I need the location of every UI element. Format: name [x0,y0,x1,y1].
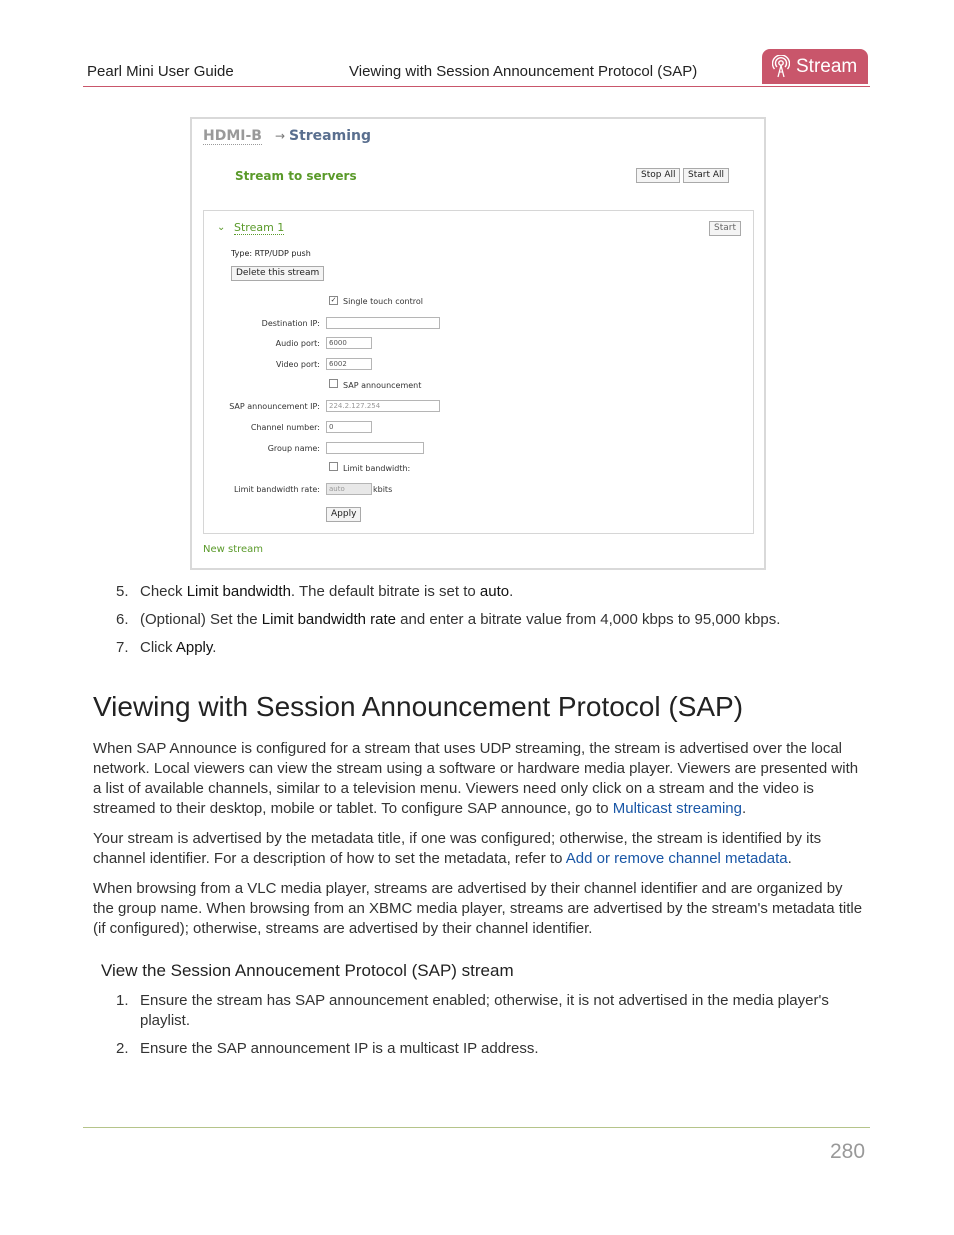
apply-button[interactable]: Apply [326,507,361,522]
stream-type-label: Type: RTP/UDP push [231,249,311,258]
step-text: Ensure the stream has SAP announcement enabled; otherwise, it is not advertised in the media player's playlist. [140,992,829,1029]
single-touch-checkbox[interactable]: ✓ [330,296,337,304]
paragraph-text: . [741,800,747,817]
guide-title: Pearl Mini User Guide [87,63,234,80]
running-section-title: Viewing with Session Announcement Protocol (SAP) [349,63,698,80]
paragraph-text: . [787,850,792,867]
step-text-segment: (Optional) Set the [140,611,262,628]
step-number: 7. [116,639,129,656]
stream-badge [762,49,868,84]
start-button[interactable]: Start [709,221,741,236]
section-heading: Viewing with Session Announcement Protocol (SAP) [93,691,744,722]
step-text-segment: . [212,639,217,656]
header-rule [83,86,870,87]
ui-term: Limit bandwidth [186,583,291,600]
channel-number-label: Channel number: [250,423,320,432]
step-text-segment: . [509,583,514,600]
paragraph-text: When SAP Announce is configured for a stream that uses UDP streaming, the stream is advertised over the local network. Local viewers can view the stream using a software or hardware media player. Viewers are presented with a list of available channels, similar to a television menu. Viewers need only click on a stream and the video is streamed to their desktop, mobile or tablet. To configure SAP announce, go to [93,740,859,817]
sap-ip-label: SAP announcement IP: [229,402,320,411]
sap-announcement-label: SAP announcement [343,381,422,390]
breadcrumb-page: Streaming [289,128,371,144]
step-text [140,638,216,658]
group-name-input[interactable] [326,442,424,454]
group-name-label: Group name: [267,444,320,453]
stop-all-button[interactable]: Stop All [636,168,680,183]
channel-metadata-link[interactable]: Add or remove channel metadata [565,850,788,867]
video-port-label: Video port: [275,360,320,369]
chevron-down-icon[interactable]: ⌄ [217,222,226,233]
multicast-streaming-link[interactable]: Multicast streaming [612,800,742,817]
step-number: 2. [116,1040,129,1057]
paragraph-text: Your stream is advertised by the metadata title, if one was configured; otherwise, the stream is identified by its channel identifier. For a description of how to set the metadata, refer to [93,830,822,867]
step-number: 1. [116,992,129,1009]
subheading: View the Session Annoucement Protocol (SAP) stream [101,961,514,980]
step-number: 5. [116,583,129,600]
broadcast-icon [772,55,790,79]
limit-bandwidth-label: Limit bandwidth: [343,464,411,473]
new-stream-link[interactable]: New stream [203,544,264,555]
video-port-input[interactable]: 6002 [326,358,372,370]
limit-bandwidth-rate-label: Limit bandwidth rate: [233,485,320,494]
streaming-settings-screenshot [190,117,766,570]
kbits-unit-label: kbits [373,485,393,494]
breadcrumb-source[interactable]: HDMI-B [203,128,262,144]
step-text [140,610,780,630]
step-text-segment: Check [140,583,187,600]
delete-stream-button[interactable]: Delete this stream [231,266,324,281]
step-text: Ensure the SAP announcement IP is a multicast IP address. [140,1040,539,1057]
single-touch-label: Single touch control [343,297,423,306]
ui-term: Apply [175,639,213,656]
audio-port-label: Audio port: [275,339,320,348]
step-text [140,582,513,602]
ui-term: auto [479,583,510,600]
badge-label: Stream [796,55,858,77]
stream-to-servers-title: Stream to servers [235,169,357,183]
ui-term: Limit bandwidth rate [261,611,396,628]
paragraph [93,739,865,819]
stream-name[interactable]: Stream 1 [234,221,285,234]
page-number: 280 [830,1140,866,1163]
sap-ip-input[interactable]: 224.2.127.254 [326,400,440,412]
destination-ip-label: Destination IP: [261,319,320,328]
sap-announcement-checkbox[interactable] [329,379,338,388]
step-text-segment: and enter a bitrate value from 4,000 kbps to 95,000 kbps. [395,611,781,628]
limit-bandwidth-rate-input[interactable]: auto [326,483,372,495]
footer-rule [83,1127,870,1128]
audio-port-input[interactable]: 6000 [326,337,372,349]
channel-number-input[interactable]: 0 [326,421,372,433]
destination-ip-input[interactable] [326,317,440,329]
list-item [116,991,856,1031]
paragraph: When browsing from a VLC media player, streams are advertised by their channel identifier and are organized by the group name. When browsing from an XBMC media player, streams are advertised by the stream's metadata title (if configured); otherwise, streams are advertised by their channel identifier. [93,880,863,937]
start-all-button[interactable]: Start All [683,168,729,183]
limit-bandwidth-checkbox[interactable] [329,462,338,471]
step-number: 6. [116,611,129,628]
step-text-segment: . The default bitrate is set to [290,583,480,600]
step-text-segment: Click [140,639,176,656]
breadcrumb-arrow-icon: → [275,129,286,143]
paragraph [93,829,865,869]
stream-panel [203,210,754,534]
